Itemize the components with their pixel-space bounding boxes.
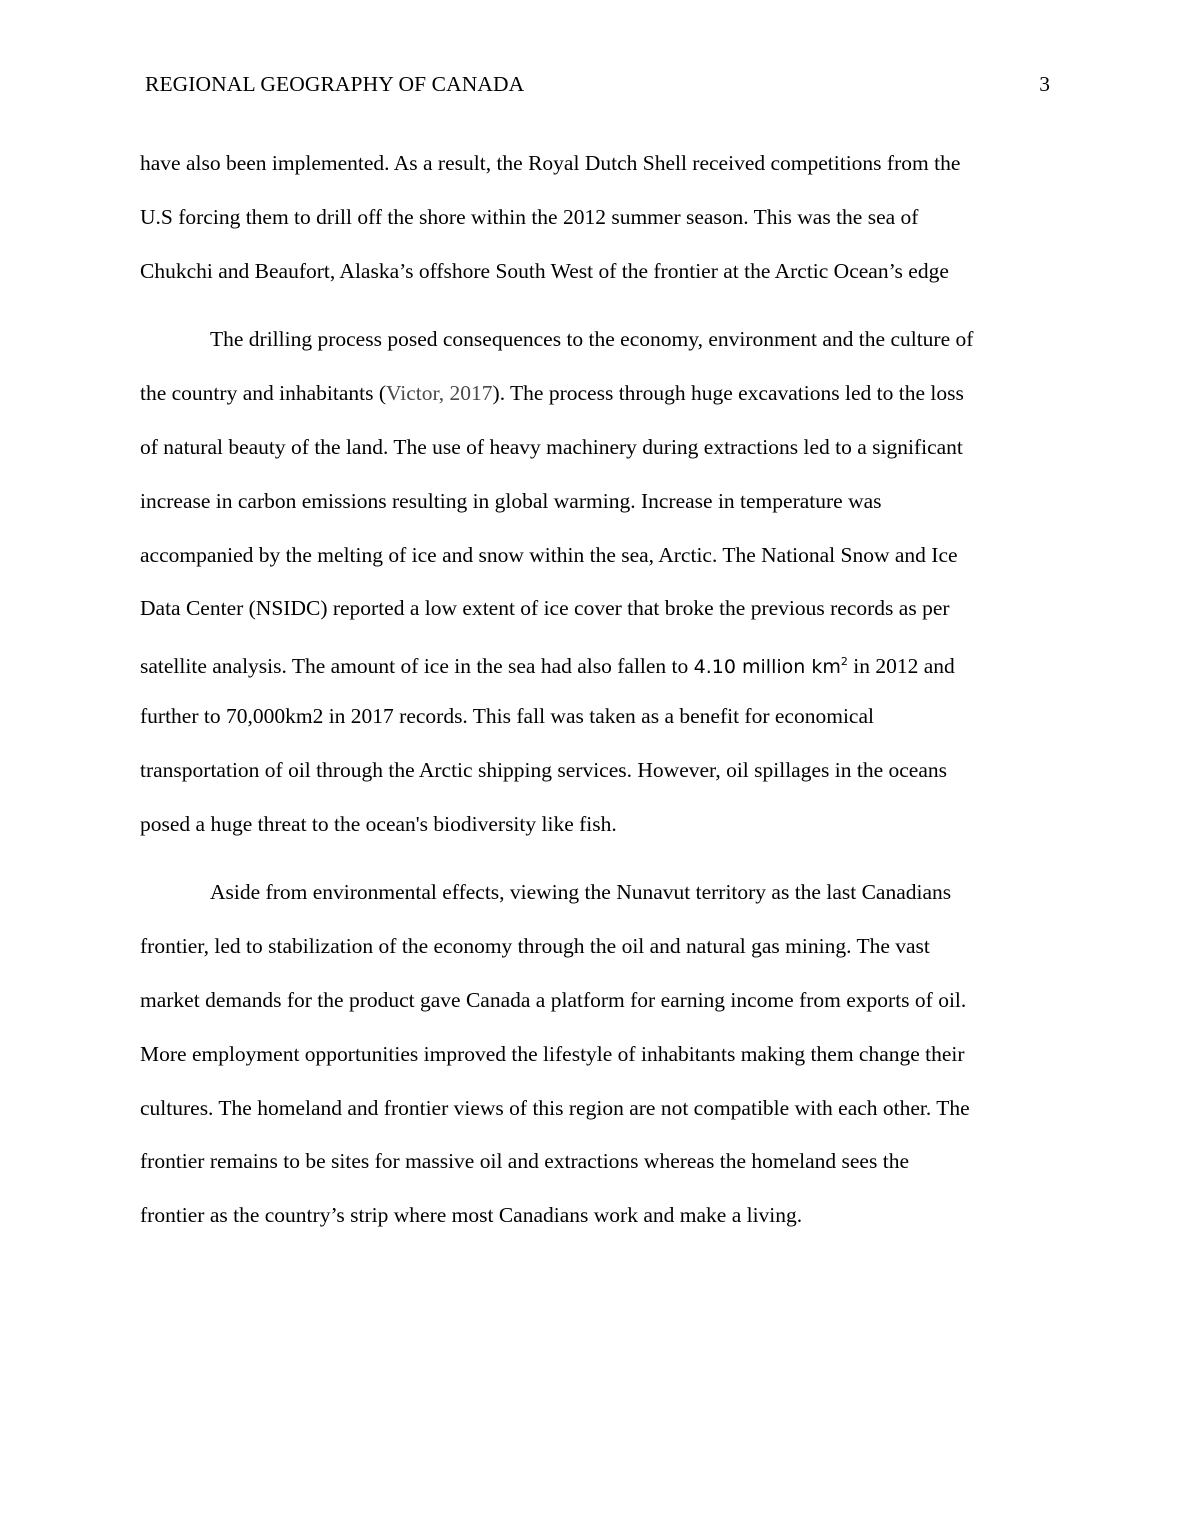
text-line: the country and inhabitants (Victor, 2017). The process through huge excavations led to the loss (140, 381, 964, 406)
page-number: 3 (1039, 72, 1050, 96)
text-line: cultures. The homeland and frontier views of this region are not compatible with each other. The (140, 1095, 970, 1120)
text-line: U.S forcing them to drill off the shore within the 2012 summer season. This was the sea of (140, 204, 919, 229)
text-line: satellite analysis. The amount of ice in the sea had also fallen to 4.10 million $km^2$ in 2012 and (140, 654, 955, 679)
text-line: Data Center (NSIDC) reported a low extent of ice cover that broke the previous records as per (140, 596, 950, 621)
body-text (140, 146, 1050, 1252)
text-line: Chukchi and Beaufort, Alaska’s offshore South West of the frontier at the Arctic Ocean’s edge (140, 258, 949, 283)
text-line: further to 70,000km2 in 2017 records. This fall was taken as a benefit for economical (140, 703, 874, 728)
text-line: have also been implemented. As a result, the Royal Dutch Shell received competitions from the (140, 151, 961, 175)
citation: Victor, 2017 (386, 381, 493, 406)
text-line: frontier remains to be sites for massive oil and extractions whereas the homeland sees the (140, 1149, 909, 1174)
paragraph (140, 322, 1050, 860)
text-line: Aside from environmental effects, viewing the Nunavut territory as the last Canadians (210, 880, 952, 905)
text-line: The drilling process posed consequences to the economy, environment and the culture of (210, 327, 974, 352)
superscript-exponent: 2 (840, 655, 848, 669)
running-head: REGIONAL GEOGRAPHY OF CANADA (145, 72, 525, 96)
text-line: increase in carbon emissions resulting in global warming. Increase in temperature was (140, 488, 882, 513)
paragraph (140, 146, 1050, 307)
text-line: posed a huge threat to the ocean's biodiversity like fish. (140, 811, 617, 836)
text-line: frontier, led to stabilization of the economy through the oil and natural gas mining. The vast (140, 934, 930, 959)
text-line: frontier as the country’s strip where most Canadians work and make a living. (140, 1203, 803, 1228)
text-line: transportation of oil through the Arctic shipping services. However, oil spillages in the oceans (140, 757, 947, 782)
text-line: market demands for the product gave Canada a platform for earning income from exports of oil. (140, 987, 967, 1012)
text-line: More employment opportunities improved the lifestyle of inhabitants making them change their (140, 1041, 965, 1066)
ice-area-value: 4.10 million $km^2$ (693, 655, 848, 679)
text-line: of natural beauty of the land. The use of heavy machinery during extractions led to a significant (140, 434, 963, 459)
paragraph (140, 875, 1050, 1252)
text-line: accompanied by the melting of ice and snow within the sea, Arctic. The National Snow and Ice (140, 542, 958, 567)
